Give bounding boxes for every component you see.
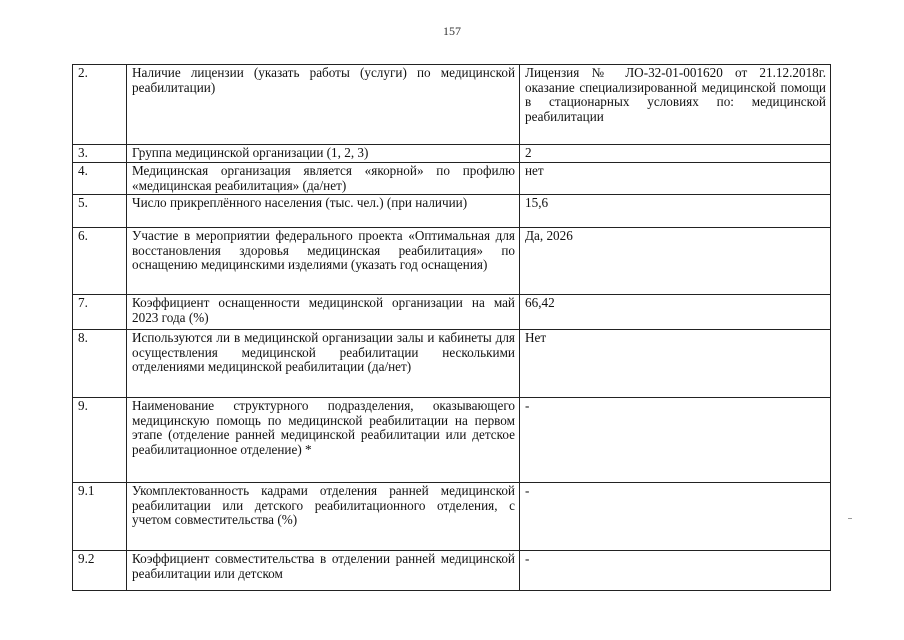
- row-number: 5.: [73, 195, 127, 228]
- row-value: Да, 2026: [520, 228, 831, 295]
- row-indicator: Наличие лицензии (указать работы (услуги) по медицинской реабилитации): [127, 65, 520, 145]
- row-indicator: Наименование структурного подразделения, оказывающего медицинскую помощь по медицинской реабилитации на первом этапе (отделение ранней медицинской реабилитации или детское реабилитационное отделение) *: [127, 398, 520, 483]
- row-number: 8.: [73, 330, 127, 398]
- table-row: [73, 398, 831, 483]
- row-value: 2: [520, 145, 831, 163]
- row-number: 4.: [73, 163, 127, 195]
- row-indicator: Укомплектованность кадрами отделения ранней медицинской реабилитации или детского реабилитационного отделения, с учетом совместительства (%): [127, 483, 520, 551]
- row-number: 3.: [73, 145, 127, 163]
- medical-rehab-table: [72, 64, 831, 591]
- table-row: [73, 551, 831, 591]
- table-row: [73, 330, 831, 398]
- row-value: -: [520, 398, 831, 483]
- row-value: Лицензия № ЛО-32-01-001620 от 21.12.2018г. оказание специализированной медицинской помощи в стационарных условиях по: медицинской реабилитации: [520, 65, 831, 145]
- row-number: 6.: [73, 228, 127, 295]
- row-value: 66,42: [520, 295, 831, 330]
- row-value: -: [520, 483, 831, 551]
- table-row: [73, 163, 831, 195]
- row-indicator: Используются ли в медицинской организации залы и кабинеты для осуществления медицинской реабилитации несколькими отделениями медицинской реабилитации (да/нет): [127, 330, 520, 398]
- table-row: [73, 65, 831, 145]
- row-indicator: Медицинская организация является «якорной» по профилю «медицинская реабилитация» (да/нет): [127, 163, 520, 195]
- row-indicator: Коэффициент совместительства в отделении ранней медицинской реабилитации или детском: [127, 551, 520, 591]
- row-number: 9.2: [73, 551, 127, 591]
- scan-speck: [848, 518, 852, 519]
- row-value: Нет: [520, 330, 831, 398]
- table-row: [73, 483, 831, 551]
- table-row: [73, 228, 831, 295]
- row-number: 2.: [73, 65, 127, 145]
- row-indicator: Коэффициент оснащенности медицинской организации на май 2023 года (%): [127, 295, 520, 330]
- row-value: 15,6: [520, 195, 831, 228]
- table-row: [73, 295, 831, 330]
- row-number: 9.1: [73, 483, 127, 551]
- row-indicator: Группа медицинской организации (1, 2, 3): [127, 145, 520, 163]
- page-number: 157: [443, 24, 461, 38]
- row-value: нет: [520, 163, 831, 195]
- row-number: 7.: [73, 295, 127, 330]
- row-number: 9.: [73, 398, 127, 483]
- row-indicator: Участие в мероприятии федерального проекта «Оптимальная для восстановления здоровья медицинская реабилитация» по оснащению медицинскими изделиями (указать год оснащения): [127, 228, 520, 295]
- row-value: -: [520, 551, 831, 591]
- page-bottom-margin: [0, 594, 904, 640]
- row-indicator: Число прикреплённого населения (тыс. чел.) (при наличии): [127, 195, 520, 228]
- table-row: [73, 195, 831, 228]
- table-row: [73, 145, 831, 163]
